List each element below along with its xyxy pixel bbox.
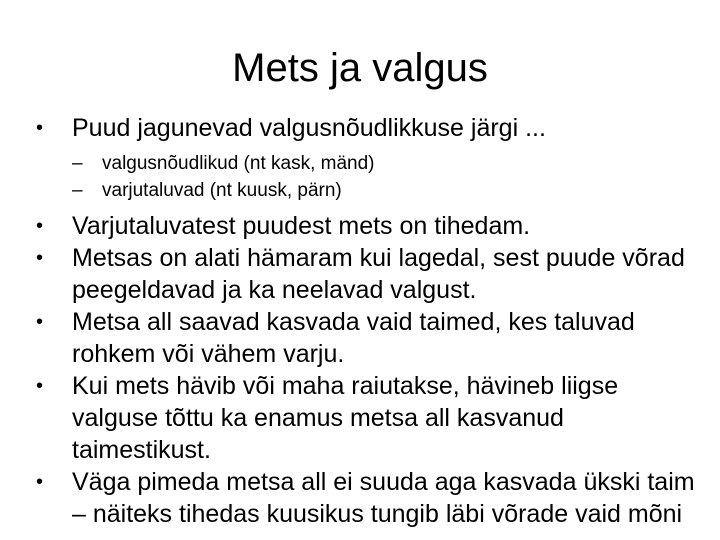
bullet-icon: • [36, 117, 44, 139]
sub-item-text: valgusnõudlikud (nt kask, mänd) [102, 153, 375, 174]
dash-icon: – [72, 180, 83, 201]
bullet-icon: • [36, 375, 44, 397]
bullet-icon: • [36, 471, 44, 493]
bullet-text: Väga pimeda metsa all ei suuda aga kasvada ükski taim – näiteks tihedas kuusikus tungib läbi võrade vaid mõni [72, 468, 695, 528]
sub-item-text: varjutaluvad (nt kuusk, pärn) [102, 180, 342, 201]
bullet-text: Varjutaluvatest puudest mets on tihedam. [72, 212, 531, 240]
bullet-icon: • [36, 215, 44, 237]
bullet-item [36, 112, 696, 144]
sub-item [36, 150, 696, 177]
bullet-text: Kui mets hävib või maha raiutakse, hävineb liigse valguse tõttu ka enamus metsa all kasvanud taimestikust. [72, 372, 619, 464]
sub-item [36, 177, 696, 204]
bullet-item [36, 210, 696, 242]
bullet-list [36, 112, 696, 530]
sub-list [36, 150, 696, 204]
bullet-text: Metsas on alati hämaram kui lagedal, sest puude võrad peegeldavad ja ka neelavad valgust. [72, 244, 685, 304]
slide-title: Mets ja valgus [232, 46, 488, 90]
bullet-item [36, 242, 696, 306]
bullet-icon: • [36, 247, 44, 269]
bullet-item [36, 370, 696, 466]
dash-icon: – [72, 153, 83, 174]
bullet-text: Puud jagunevad valgusnõudlikkuse järgi ... [72, 114, 546, 142]
bullet-icon: • [36, 311, 44, 333]
bullet-item [36, 466, 696, 530]
bullet-item [36, 306, 696, 370]
bullet-text: Metsa all saavad kasvada vaid taimed, kes taluvad rohkem või vähem varju. [72, 308, 635, 368]
